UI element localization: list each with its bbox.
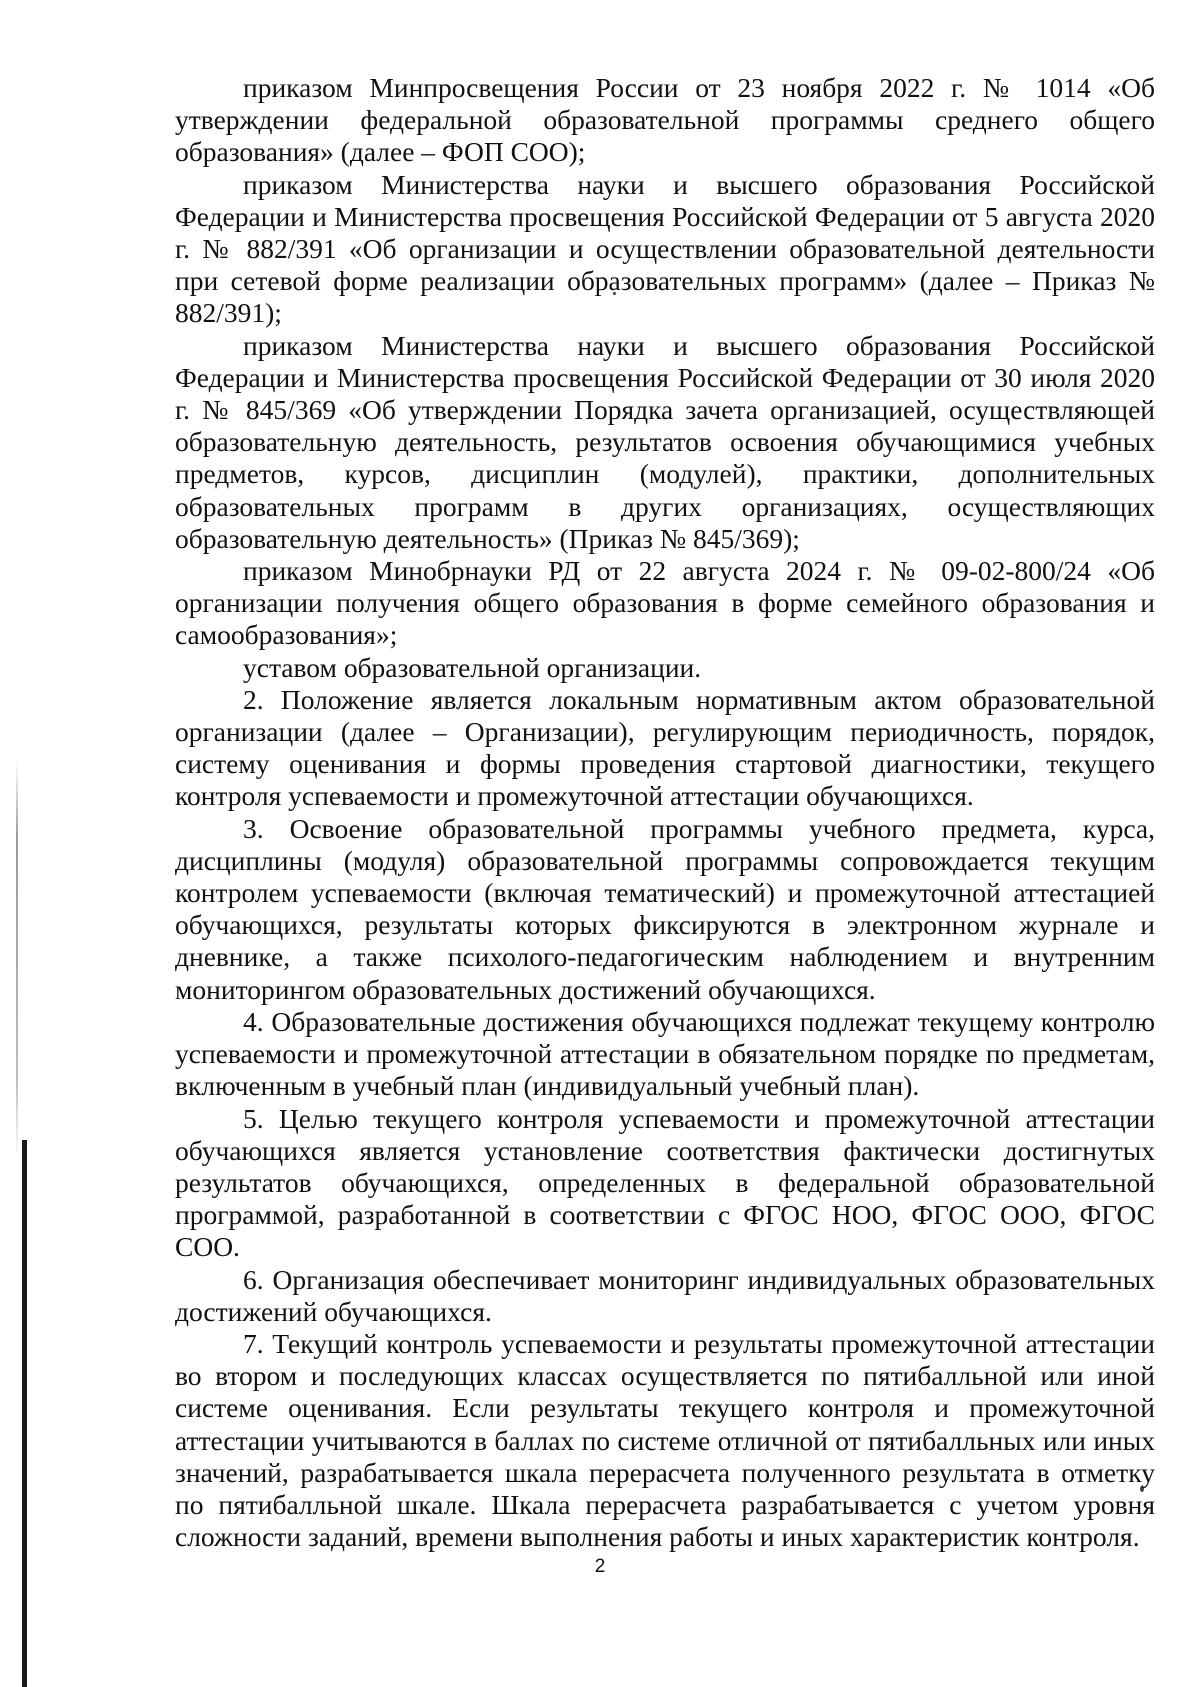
paragraph-order-minobrnauki-rd: приказом Минобрнауки РД от 22 августа 2024 г. № 09-02-800/24 «Об организации получения общего образования в форме семейного образования и самообразования»;: [175, 555, 1155, 651]
paragraph-item-2: 2. Положение является локальным нормативным актом образовательной организации (далее – Организации), регулирующим периодичность, порядок, систему оценивания и формы проведения стартовой диагностики, текущего контроля успеваемости и промежуточной аттестации обучающихся.: [175, 683, 1155, 812]
page-number: 2: [594, 1556, 606, 1577]
paragraph-item-4: 4. Образовательные достижения обучающихся подлежат текущему контролю успеваемости и промежуточной аттестации в обязательном порядке по предметам, включенным в учебный план (индивидуальный учебный план).: [175, 1005, 1155, 1102]
paragraph-order-882-391: приказом Министерства науки и высшего образования Российской Федерации и Министерства просвещения Российской Федерации от 5 августа 2020 г. № 882/391 «Об организации и осуществлении образовательной деятельности при сетевой форме реализации образовательных программ» (далее – Приказ № 882/391);: [175, 168, 1155, 329]
paragraph-item-6: 6. Организация обеспечивает мониторинг индивидуальных образовательных достижений обучающихся.: [175, 1263, 1155, 1327]
document-page: [175, 72, 1155, 1553]
scan-binding-edge: [22, 1140, 27, 1687]
paragraph-item-7: 7. Текущий контроль успеваемости и результаты промежуточной аттестации во втором и последующих классах осуществляется по пятибалльной или иной системе оценивания. Если результаты текущего контроля и промежуточной аттестации учитываются в баллах по системе отличной от пятибалльных или иных значений, разрабатывается шкала перерасчета полученного результата в отметку по пятибалльной шкале. Шкала перерасчета разрабатывается с учетом уровня сложности заданий, времени выполнения работы и иных характеристик контроля.: [175, 1327, 1155, 1553]
paragraph-charter: уставом образовательной организации.: [243, 651, 702, 683]
paragraph-item-5: 5. Целью текущего контроля успеваемости и промежуточной аттестации обучающихся является установление соответствия фактически достигнутых результатов обучающихся, определенных в федеральной образовательной программой, разработанной в соответствии с ФГОС НОО, ФГОС ООО, ФГОС СОО.: [175, 1102, 1155, 1263]
paragraph-order-845-369: приказом Министерства науки и высшего образования Российской Федерации и Министерства просвещения Российской Федерации от 30 июля 2020 г. № 845/369 «Об утверждении Порядка зачета организацией, осуществляющей образовательную деятельность, результатов освоения обучающимися учебных предметов, курсов, дисциплин (модулей), практики, дополнительных образовательных программ в других организациях, осуществляющих образовательную деятельность» (Приказ № 845/369);: [175, 329, 1155, 554]
paragraph-fop-soo: приказом Минпросвещения России от 23 ноября 2022 г. № 1014 «Об утверждении федеральной образовательной программы среднего общего образования» (далее – ФОП СОО);: [175, 72, 1155, 168]
paragraph-item-3: 3. Освоение образовательной программы учебного предмета, курса, дисциплины (модуля) образовательной программы сопровождается текущим контролем успеваемости (включая тематический) и промежуточной аттестацией обучающихся, результаты которых фиксируются в электронном журнале и дневнике, а также психолого-педагогическим наблюдением и внутренним мониторингом образовательных достижений обучающихся.: [175, 812, 1155, 1005]
scan-binding-shadow: [16, 760, 18, 1160]
